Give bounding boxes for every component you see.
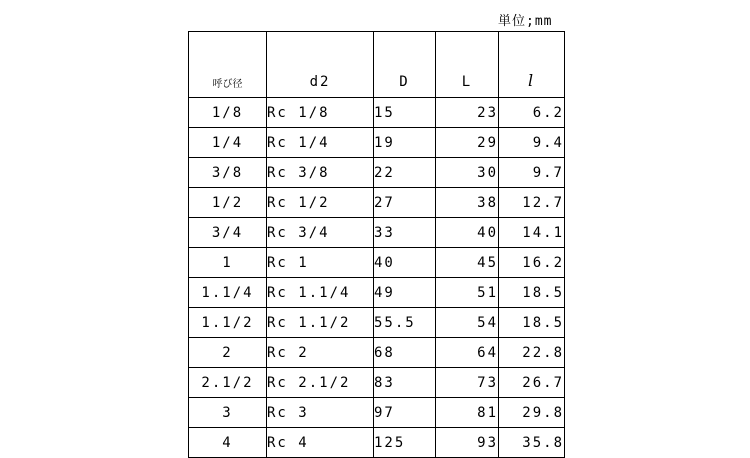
cell-nominal-size: 1	[189, 248, 267, 278]
cell-D: 83	[374, 368, 436, 398]
cell-L: 23	[436, 98, 499, 128]
cell-l: 35.8	[499, 428, 565, 458]
header-L: L	[436, 32, 499, 98]
table-row	[189, 188, 565, 218]
table-header	[189, 32, 565, 98]
cell-nominal-size: 1.1/2	[189, 308, 267, 338]
cell-nominal-size: 1.1/4	[189, 278, 267, 308]
cell-L: 51	[436, 278, 499, 308]
cell-nominal-size: 1/8	[189, 98, 267, 128]
cell-D: 33	[374, 218, 436, 248]
table-row	[189, 98, 565, 128]
cell-L: 45	[436, 248, 499, 278]
cell-d2: Rc 2.1/2	[267, 368, 374, 398]
cell-d2: Rc 1	[267, 248, 374, 278]
cell-nominal-size: 1/4	[189, 128, 267, 158]
header-d2: d2	[267, 32, 374, 98]
unit-value: mm	[534, 14, 553, 29]
table-row	[189, 128, 565, 158]
cell-D: 49	[374, 278, 436, 308]
cell-D: 55.5	[374, 308, 436, 338]
cell-D: 40	[374, 248, 436, 278]
cell-D: 19	[374, 128, 436, 158]
cell-D: 15	[374, 98, 436, 128]
cell-l: 22.8	[499, 338, 565, 368]
cell-L: 64	[436, 338, 499, 368]
table-row	[189, 338, 565, 368]
header-nominal-size: 呼び径	[189, 32, 267, 98]
cell-L: 29	[436, 128, 499, 158]
cell-D: 22	[374, 158, 436, 188]
cell-l: 6.2	[499, 98, 565, 128]
table-row	[189, 158, 565, 188]
cell-D: 125	[374, 428, 436, 458]
cell-nominal-size: 1/2	[189, 188, 267, 218]
cell-d2: Rc 1.1/4	[267, 278, 374, 308]
cell-d2: Rc 3/4	[267, 218, 374, 248]
cell-d2: Rc 3/8	[267, 158, 374, 188]
cell-d2: Rc 1/4	[267, 128, 374, 158]
cell-L: 40	[436, 218, 499, 248]
cell-D: 97	[374, 398, 436, 428]
cell-nominal-size: 3/8	[189, 158, 267, 188]
cell-l: 18.5	[499, 308, 565, 338]
cell-L: 54	[436, 308, 499, 338]
cell-d2: Rc 4	[267, 428, 374, 458]
cell-d2: Rc 2	[267, 338, 374, 368]
cell-d2: Rc 3	[267, 398, 374, 428]
cell-nominal-size: 3/4	[189, 218, 267, 248]
cell-l: 9.4	[499, 128, 565, 158]
cell-L: 73	[436, 368, 499, 398]
table-row	[189, 308, 565, 338]
cell-nominal-size: 4	[189, 428, 267, 458]
cell-nominal-size: 2.1/2	[189, 368, 267, 398]
cell-nominal-size: 2	[189, 338, 267, 368]
table-row	[189, 278, 565, 308]
table-row	[189, 398, 565, 428]
table-row	[189, 248, 565, 278]
cell-l: 12.7	[499, 188, 565, 218]
cell-d2: Rc 1/2	[267, 188, 374, 218]
cell-D: 68	[374, 338, 436, 368]
cell-d2: Rc 1.1/2	[267, 308, 374, 338]
cell-l: 26.7	[499, 368, 565, 398]
table-row	[189, 368, 565, 398]
cell-l: 14.1	[499, 218, 565, 248]
table-body	[189, 98, 565, 458]
unit-label	[498, 10, 552, 29]
cell-d2: Rc 1/8	[267, 98, 374, 128]
unit-label-text: 単位;	[498, 14, 535, 29]
cell-nominal-size: 3	[189, 398, 267, 428]
header-l: l	[499, 32, 565, 98]
cell-l: 18.5	[499, 278, 565, 308]
cell-L: 38	[436, 188, 499, 218]
cell-l: 16.2	[499, 248, 565, 278]
cell-L: 81	[436, 398, 499, 428]
cell-l: 9.7	[499, 158, 565, 188]
dimension-table	[188, 31, 565, 458]
cell-D: 27	[374, 188, 436, 218]
cell-L: 30	[436, 158, 499, 188]
table-row	[189, 218, 565, 248]
header-row	[189, 32, 565, 98]
table-row	[189, 428, 565, 458]
header-D: D	[374, 32, 436, 98]
cell-L: 93	[436, 428, 499, 458]
cell-l: 29.8	[499, 398, 565, 428]
